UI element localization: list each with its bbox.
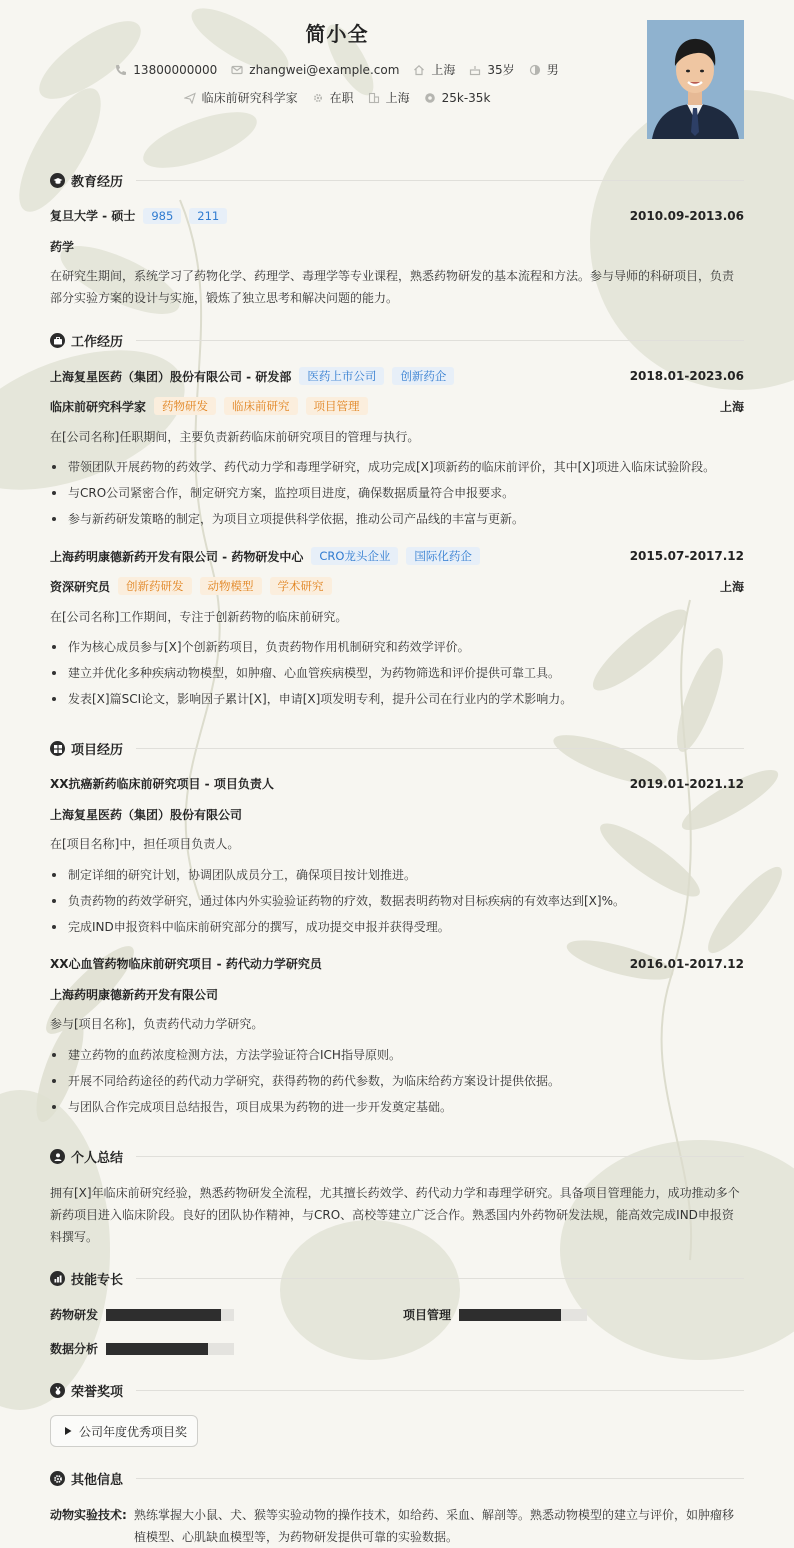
summary-section-title <box>50 1147 123 1166</box>
awards-divider <box>136 1390 744 1391</box>
building-icon <box>368 92 380 104</box>
list-item: 建立药物的血药浓度检测方法，方法学验证符合ICH指导原则。 <box>50 1042 744 1068</box>
other-label: 动物实验技术: <box>50 1508 127 1522</box>
send-icon <box>184 92 196 104</box>
status-text: 在职 <box>329 91 354 105</box>
profile-photo <box>647 20 744 139</box>
location-item <box>413 61 455 78</box>
position-item <box>184 89 298 106</box>
project-name: XX抗癌新药临床前研究项目 - 项目负责人 <box>50 777 274 791</box>
project-org: 上海药明康德新药开发有限公司 <box>50 988 219 1002</box>
awards-title-text: 荣誉奖项 <box>71 1385 124 1400</box>
award-label: 公司年度优秀项目奖 <box>79 1424 188 1439</box>
work-title-text: 工作经历 <box>71 335 124 350</box>
education-row <box>50 207 744 224</box>
work-date: 2015.07-2017.12 <box>629 549 744 563</box>
project-divider <box>136 748 744 749</box>
work-city: 上海 <box>719 579 744 594</box>
user-icon <box>50 1149 65 1164</box>
role-tag: 药物研发 <box>154 397 216 415</box>
candidate-name: 简小全 <box>305 22 369 46</box>
skills-title-text: 技能专长 <box>71 1273 124 1288</box>
school-name: 复旦大学 - 硕士 <box>50 209 136 223</box>
grid-icon <box>50 741 65 756</box>
skill-bar <box>106 1343 234 1355</box>
list-item: 作为核心成员参与[X]个创新药项目，负责药物作用机制研究和药效学评价。 <box>50 634 744 660</box>
skill-bar <box>106 1309 234 1321</box>
work-item-header <box>50 547 744 565</box>
position-text: 临床前研究科学家 <box>201 91 298 105</box>
medal-icon <box>50 1383 65 1398</box>
profile-photo-illustration <box>647 20 744 139</box>
salary-text: 25k-35k <box>441 90 491 105</box>
project-title-text: 项目经历 <box>71 743 124 758</box>
role-tag: 创新药研发 <box>118 577 192 595</box>
work-section-title <box>50 331 123 350</box>
other-section-title <box>50 1469 123 1488</box>
play-icon <box>63 1426 73 1436</box>
skills-divider <box>136 1278 744 1279</box>
list-item: 建立并优化多种疾病动物模型，如肿瘤、心血管疾病模型，为药物筛选和评价提供可靠工具。 <box>50 660 744 686</box>
gender-icon <box>529 64 541 76</box>
cake-icon <box>469 64 481 76</box>
work-bullets <box>50 634 744 712</box>
education-tag: 985 <box>143 208 181 224</box>
skill-name: 项目管理 <box>403 1308 452 1322</box>
age-text: 35岁 <box>487 63 515 77</box>
work-summary: 在[公司名称]任职期间，主要负责新药临床前研究项目的管理与执行。 <box>50 430 420 444</box>
job-role: 临床前研究科学家 <box>50 399 147 414</box>
work-divider <box>136 340 744 341</box>
skill-name: 药物研发 <box>50 1308 99 1322</box>
role-tag: 学术研究 <box>270 577 332 595</box>
graduation-cap-icon <box>50 173 65 188</box>
coin-icon <box>424 92 436 104</box>
list-item: 参与新药研发策略的制定，为项目立项提供科学依据，推动公司产品线的丰富与更新。 <box>50 506 744 532</box>
salary-item <box>424 89 491 106</box>
project-summary: 参与[项目名称]，负责药代动力学研究。 <box>50 1017 264 1031</box>
project-org: 上海复星医药（集团）股份有限公司 <box>50 808 243 822</box>
job-role: 资深研究员 <box>50 579 111 594</box>
education-description: 在研究生期间，系统学习了药物化学、药理学、毒理学等专业课程，熟悉药物研发的基本流程和方法。参与导师的科研项目，负责部分实验方案的设计与实施，锻炼了独立思考和解决问题的能力。 <box>50 269 735 305</box>
work-bullets <box>50 454 744 532</box>
company-tag: CRO龙头企业 <box>311 547 398 565</box>
skill-level-fill <box>459 1309 561 1321</box>
briefcase-icon <box>50 333 65 348</box>
role-tag: 临床前研究 <box>224 397 298 415</box>
project-bullets <box>50 862 744 940</box>
age-item <box>469 61 514 78</box>
other-text: 熟练掌握大小鼠、犬、猴等实验动物的操作技术，如给药、采血、解剖等。熟悉动物模型的建立与评价，如肿瘤移植模型、心肌缺血模型等，为药物研发提供可靠的实验数据。 <box>134 1508 735 1544</box>
work-item-header <box>50 367 744 385</box>
job-intent-row <box>0 89 674 106</box>
contact-row <box>0 61 674 78</box>
phone-icon <box>115 64 127 76</box>
work-date: 2018.01-2023.06 <box>629 369 744 383</box>
education-title-text: 教育经历 <box>71 175 124 190</box>
education-date: 2010.09-2013.06 <box>629 208 744 223</box>
phone-item <box>115 61 217 78</box>
other-title-text: 其他信息 <box>71 1473 124 1488</box>
project-date: 2019.01-2021.12 <box>629 776 744 791</box>
work-city: 上海 <box>719 399 744 414</box>
skill-bar <box>459 1309 587 1321</box>
education-tag: 211 <box>189 208 227 224</box>
skill-item <box>403 1306 587 1323</box>
project-item-header <box>50 955 744 972</box>
list-item: 与CRO公司紧密合作，制定研究方案，监控项目进度，确保数据质量符合申报要求。 <box>50 480 744 506</box>
other-divider <box>136 1478 744 1479</box>
work-item-role <box>50 397 744 415</box>
list-item: 与团队合作完成项目总结报告，项目成果为药物的进一步开发奠定基础。 <box>50 1094 744 1120</box>
company-name: 上海复星医药（集团）股份有限公司 - 研发部 <box>50 369 292 384</box>
skill-level-fill <box>106 1309 221 1321</box>
gender-text: 男 <box>546 63 559 77</box>
project-bullets <box>50 1042 744 1120</box>
email-text: zhangwei@example.com <box>249 62 400 77</box>
list-item: 负责药物的药效学研究，通过体内外实验验证药物的疗效，数据表明药物对目标疾病的有效率达到[X]%。 <box>50 888 744 914</box>
status-item <box>312 89 354 106</box>
project-date: 2016.01-2017.12 <box>629 956 744 971</box>
project-section-title <box>50 739 123 758</box>
company-name: 上海药明康德新药开发有限公司 - 药物研发中心 <box>50 549 304 564</box>
list-item: 完成IND申报资料中临床前研究部分的撰写，成功提交申报并获得受理。 <box>50 914 744 940</box>
city-item <box>368 89 410 106</box>
awards-section-title <box>50 1381 123 1400</box>
bar-chart-icon <box>50 1271 65 1286</box>
skill-item <box>50 1306 234 1323</box>
project-summary: 在[项目名称]中，担任项目负责人。 <box>50 837 240 851</box>
email-icon <box>231 64 243 76</box>
role-tag: 项目管理 <box>306 397 368 415</box>
email-item <box>231 61 399 78</box>
work-summary: 在[公司名称]工作期间，专注于创新药物的临床前研究。 <box>50 610 348 624</box>
settings-icon <box>50 1471 65 1486</box>
summary-title-text: 个人总结 <box>71 1151 124 1166</box>
gear-icon <box>312 92 324 104</box>
summary-text: 拥有[X]年临床前研究经验，熟悉药物研发全流程，尤其擅长药效学、药代动力学和毒理学研究。具备项目管理能力，成功推动多个新药项目进入临床阶段。良好的团队协作精神，与CRO、高校等建立广泛合作。熟悉国内外药物研发法规，能高效完成IND申报资料撰写。 <box>50 1186 740 1244</box>
education-section-title <box>50 171 123 190</box>
location-text: 上海 <box>431 63 456 77</box>
home-icon <box>413 64 425 76</box>
skill-item <box>50 1340 234 1357</box>
work-item-role <box>50 577 744 595</box>
summary-divider <box>136 1156 744 1157</box>
skills-section-title <box>50 1269 123 1288</box>
list-item: 带领团队开展药物的药效学、药代动力学和毒理学研究，成功完成[X]项新药的临床前评价，其中[X]项进入临床试验阶段。 <box>50 454 744 480</box>
gender-item <box>529 61 559 78</box>
role-tag: 动物模型 <box>200 577 262 595</box>
project-name: XX心血管药物临床前研究项目 - 药代动力学研究员 <box>50 957 322 971</box>
list-item: 制定详细的研究计划，协调团队成员分工，确保项目按计划推进。 <box>50 862 744 888</box>
project-item-header <box>50 775 744 792</box>
city-text: 上海 <box>385 91 410 105</box>
education-major: 药学 <box>50 240 75 254</box>
skill-name: 数据分析 <box>50 1342 99 1356</box>
list-item: 开展不同给药途径的药代动力学研究，获得药物的药代参数，为临床给药方案设计提供依据。 <box>50 1068 744 1094</box>
company-tag: 国际化药企 <box>406 547 480 565</box>
company-tag: 医药上市公司 <box>299 367 384 385</box>
phone-text: 13800000000 <box>133 62 218 77</box>
company-tag: 创新药企 <box>392 367 454 385</box>
list-item: 发表[X]篇SCI论文，影响因子累计[X]，申请[X]项发明专利，提升公司在行业内的学术影响力。 <box>50 686 744 712</box>
skill-level-fill <box>106 1343 208 1355</box>
education-divider <box>136 180 744 181</box>
award-item[interactable] <box>50 1415 198 1447</box>
